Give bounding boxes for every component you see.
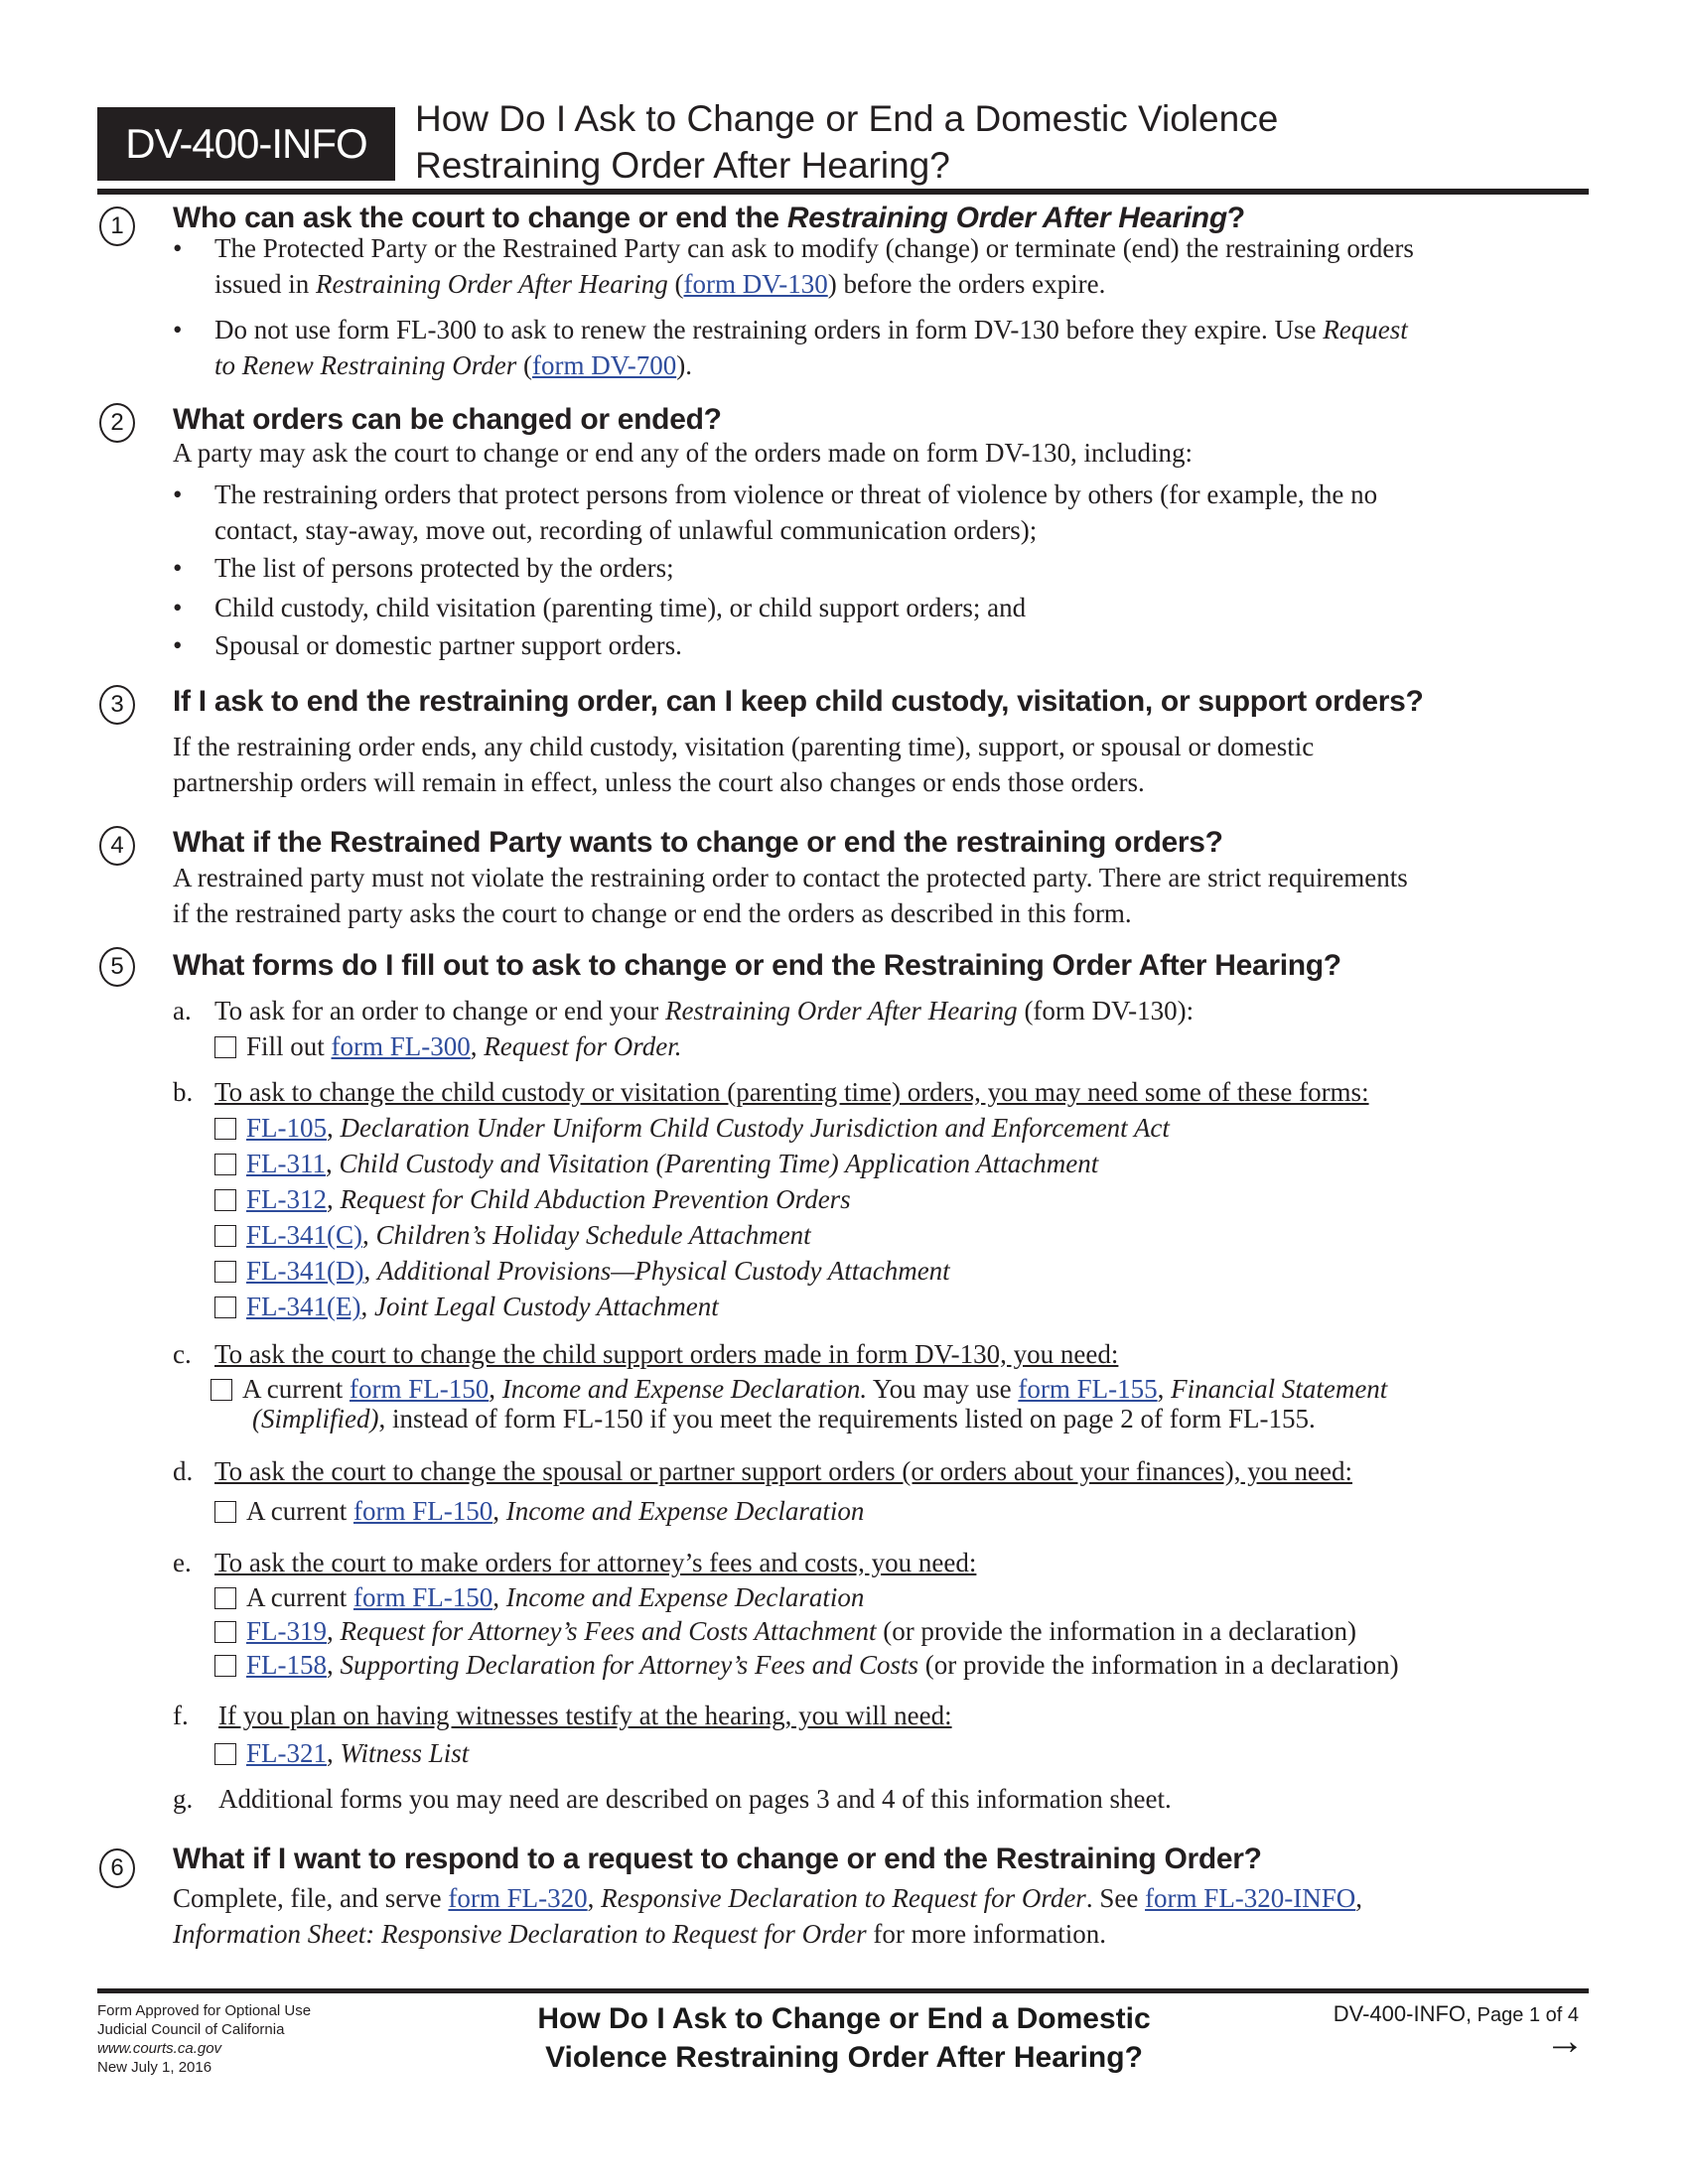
form-dv-130-link[interactable]: form DV-130 xyxy=(683,269,828,299)
section-number-2: 2 xyxy=(99,403,135,443)
form-link[interactable]: FL-341(E) xyxy=(246,1292,361,1321)
bullet-icon: • xyxy=(173,315,183,344)
form-link[interactable]: FL-105 xyxy=(246,1113,327,1143)
courts-website: www.courts.ca.gov xyxy=(97,2040,222,2057)
checkbox[interactable] xyxy=(214,1225,236,1247)
page-indicator: DV-400-INFO, Page 1 of 4 xyxy=(1333,2001,1579,2026)
checkbox[interactable] xyxy=(214,1743,236,1765)
item-g: g. Additional forms you may need are described on pages 3 and 4 of this information sheet. xyxy=(173,1784,1172,1814)
footer-title: How Do I Ask to Change or End a Domestic Violence Restraining Order After Hearing? xyxy=(537,2002,1151,2074)
checkbox[interactable] xyxy=(214,1261,236,1283)
section-3-text: If the restraining order ends, any child custody, visitation (parenting time), support, or spousal or domestic partnership orders will remain in effect, unless the court also changes or ends those orders. xyxy=(173,732,1315,797)
form-fl-300-link[interactable]: form FL-300 xyxy=(331,1031,471,1061)
section-2-heading: What orders can be changed or ended? xyxy=(173,403,722,436)
item-f-check: FL-321, Witness List xyxy=(214,1735,469,1771)
section-2-bullets: • The restraining orders that protect persons from violence or threat of violence by others (for example, the no contact, stay-away, move out, recording of unlawful communication orders); • The list of persons protected by the orders; • Child custody, child visitation (parenting time), or child support orders; and • Spousal or domestic partner support orders. xyxy=(173,479,1378,660)
section-number-1: 1 xyxy=(99,206,135,246)
item-b-checklist xyxy=(214,1110,1170,1324)
checkbox[interactable] xyxy=(214,1297,236,1318)
section-6-text: Complete, file, and serve form FL-320, Responsive Declaration to Request for Order. See form FL-320-INFO, Information Sheet: Responsive Declaration to Request for Order for more information. xyxy=(173,1883,1363,1949)
item-a-check-1: Fill out form FL-300, Request for Order. xyxy=(214,1028,682,1064)
checkbox[interactable] xyxy=(214,1621,236,1643)
section-number-3: 3 xyxy=(99,685,135,725)
form-id-badge xyxy=(97,107,395,181)
header-rule xyxy=(97,189,1589,195)
bullet-icon: • xyxy=(173,233,183,263)
form-fl-158-link[interactable]: FL-158 xyxy=(246,1650,327,1680)
item-b: b. To ask to change the child custody or visitation (parenting time) orders, you may need some of these forms: xyxy=(173,1077,1369,1107)
page-title xyxy=(415,95,1278,189)
footer-rule xyxy=(97,1988,1589,1993)
item-f: f. If you plan on having witnesses testify at the hearing, you will need: xyxy=(173,1701,952,1730)
form-fl-321-link[interactable]: FL-321 xyxy=(246,1738,327,1768)
form-link[interactable]: FL-311 xyxy=(246,1149,326,1178)
section-6-heading: What if I want to respond to a request to change or end the Restraining Order? xyxy=(173,1843,1262,1875)
form-link[interactable]: FL-312 xyxy=(246,1184,327,1214)
form-fl-150-link[interactable]: form FL-150 xyxy=(352,1582,493,1612)
form-fl-320-link[interactable]: form FL-320 xyxy=(448,1883,588,1913)
section-1-heading: Who can ask the court to change or end the Restraining Order After Hearing? xyxy=(173,202,1245,234)
check-item: FL-341(E), Joint Legal Custody Attachment xyxy=(214,1289,1170,1324)
form-id: DV-400-INFO xyxy=(125,120,367,167)
checkbox[interactable] xyxy=(214,1501,236,1523)
section-2-intro: A party may ask the court to change or end any of the orders made on form DV-130, including: xyxy=(173,438,1193,468)
form-dv-700-link[interactable]: form DV-700 xyxy=(531,350,677,380)
check-item: FL-312, Request for Child Abduction Prevention Orders xyxy=(214,1181,1170,1217)
item-c: c. To ask the court to change the child support orders made in form DV-130, you need: xyxy=(173,1339,1119,1369)
section-number-6: 6 xyxy=(99,1848,135,1888)
item-e-checklist: A current form FL-150, Income and Expense Declaration FL-319, Request for Attorney’s Fees and Costs Attachment (or provide the information in a declaration) FL-158, Supporting Declaration for Attorney’s Fees and Costs (or provide the information in a declaration) xyxy=(214,1580,1399,1682)
check-item: FL-341(C), Children’s Holiday Schedule Attachment xyxy=(214,1217,1170,1253)
section-1-bullet-2: • Do not use form FL-300 to ask to renew the restraining orders in form DV-130 before they expire. Use Request to Renew Restraining Order (form DV-700). xyxy=(173,312,1583,383)
footer-approval: Form Approved for Optional Use Judicial Council of California www.courts.ca.gov New July 1, 2016 xyxy=(97,2002,312,2076)
title-line-1: How Do I Ask to Change or End a Domestic Violence xyxy=(415,98,1279,139)
form-fl-155-link[interactable]: form FL-155 xyxy=(1018,1374,1158,1404)
section-5-heading: What forms do I fill out to ask to change or end the Restraining Order After Hearing? xyxy=(173,949,1341,982)
section-3-heading: If I ask to end the restraining order, can I keep child custody, visitation, or support orders? xyxy=(173,685,1424,718)
check-item: FL-105, Declaration Under Uniform Child Custody Jurisdiction and Enforcement Act xyxy=(214,1110,1170,1146)
item-c-check: A current form FL-150, Income and Expense Declaration. You may use form FL-155, Financial Statement (Simplified), instead of form FL-150 if you meet the requirements listed on page 2 of form FL-155. xyxy=(211,1374,1387,1433)
checkbox[interactable] xyxy=(211,1379,232,1401)
checkbox[interactable] xyxy=(214,1118,236,1140)
checkbox[interactable] xyxy=(214,1036,236,1058)
item-d: d. To ask the court to change the spousal or partner support orders (or orders about your finances), you need: xyxy=(173,1456,1353,1486)
section-number-4: 4 xyxy=(99,826,135,866)
section-4-text: A restrained party must not violate the restraining order to contact the protected party. There are strict requirements if the restrained party asks the court to change or end the orders as described in this form. xyxy=(173,863,1408,928)
form-link[interactable]: FL-341(C) xyxy=(246,1220,362,1250)
checkbox[interactable] xyxy=(214,1587,236,1609)
item-a: a. To ask for an order to change or end your Restraining Order After Hearing (form DV-130): xyxy=(173,996,1195,1025)
checkbox[interactable] xyxy=(214,1154,236,1175)
item-e: e. To ask the court to make orders for attorney’s fees and costs, you need: xyxy=(173,1548,977,1577)
check-item: FL-341(D), Additional Provisions—Physical Custody Attachment xyxy=(214,1253,1170,1289)
form-fl-319-link[interactable]: FL-319 xyxy=(246,1616,327,1646)
section-number-5: 5 xyxy=(99,947,135,987)
section-4-heading: What if the Restrained Party wants to change or end the restraining orders? xyxy=(173,826,1223,859)
next-page-arrow-icon[interactable]: → xyxy=(1545,2019,1585,2063)
section-1-bullet-1: • The Protected Party or the Restrained Party can ask to modify (change) or terminate (end) the restraining orders issued in Restraining Order After Hearing (form DV-130) before the orders expire. xyxy=(173,230,1583,302)
form-fl-150-link[interactable]: form FL-150 xyxy=(352,1496,493,1526)
checkbox[interactable] xyxy=(214,1655,236,1677)
checkbox[interactable] xyxy=(214,1189,236,1211)
check-item: FL-311, Child Custody and Visitation (Parenting Time) Application Attachment xyxy=(214,1146,1170,1181)
item-d-check: A current form FL-150, Income and Expense Declaration xyxy=(214,1493,864,1529)
form-link[interactable]: FL-341(D) xyxy=(246,1256,364,1286)
title-line-2: Restraining Order After Hearing? xyxy=(415,145,950,186)
form-fl-150-link[interactable]: form FL-150 xyxy=(349,1374,490,1404)
form-fl-320-info-link[interactable]: form FL-320-INFO xyxy=(1145,1883,1356,1913)
